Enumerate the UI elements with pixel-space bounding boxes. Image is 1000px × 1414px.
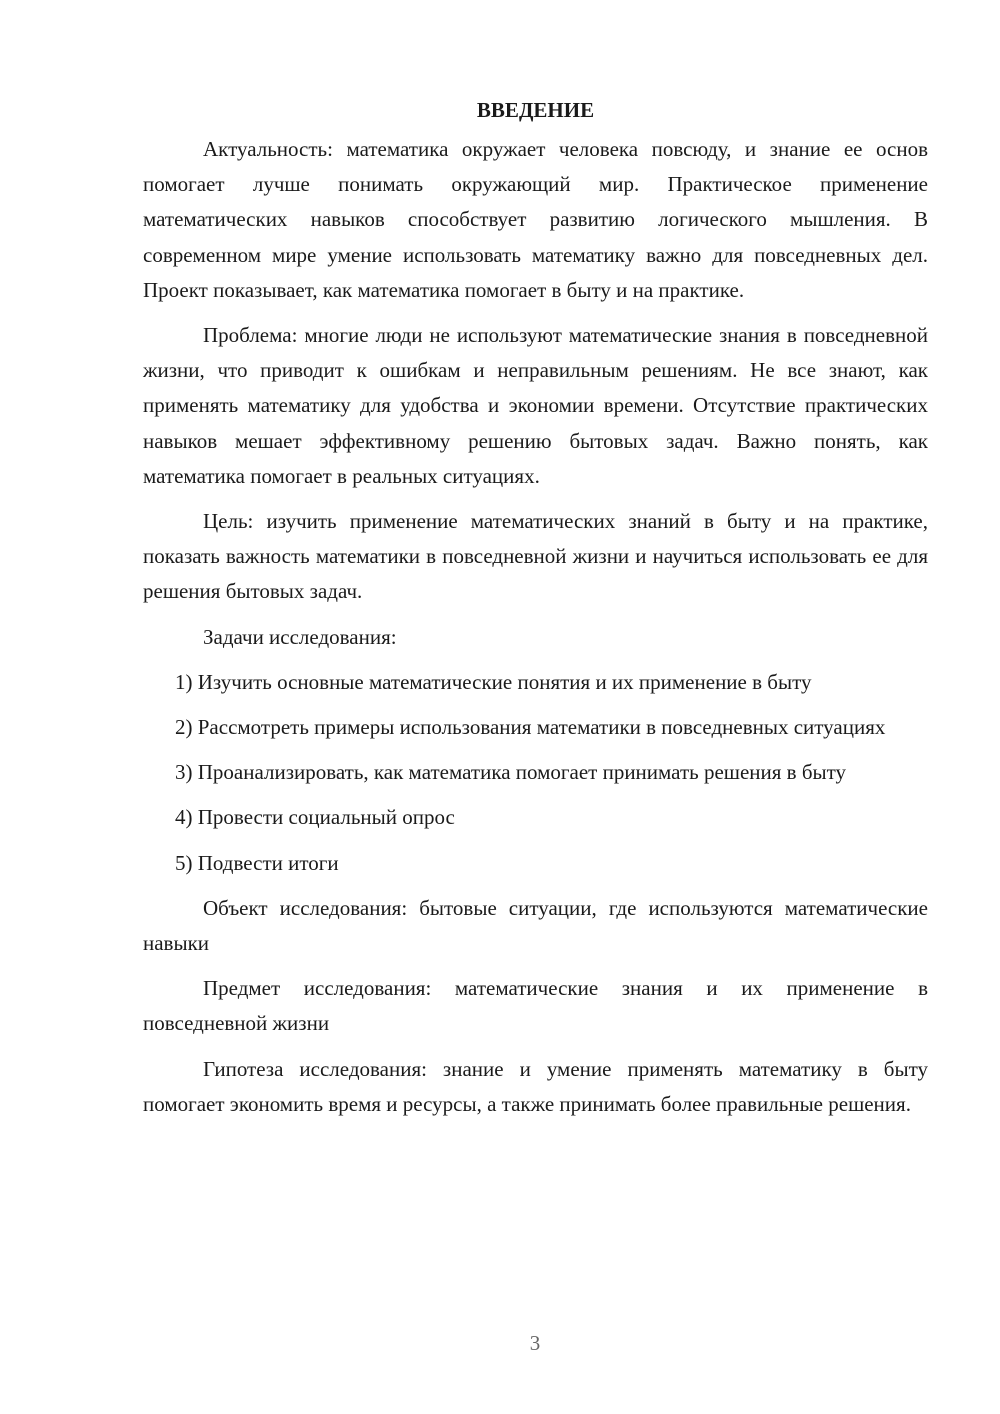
paragraph-object: Объект исследования: бытовые ситуации, где используются математические навыки [143,895,928,956]
paragraph-problem: Проблема: многие люди не используют математические знания в повседневной жизни, что приводит к ошибкам и неправильным решениям. Не все знают, как применять математику для удобства и экономии времени. Отсутствие практических навыков мешает эффективному решению бытовых задач. Важно понять, как математика помогает в реальных ситуациях. [143,323,928,488]
document-page [143,92,928,1132]
task-item-1: 1) Изучить основные математические понятия и их применение в быту [175,669,812,694]
section-title: ВВЕДЕНИЕ [476,98,595,122]
page-number: 3 [529,1331,541,1355]
paragraph-tasks-heading: Задачи исследования: [203,624,397,649]
task-item-5: 5) Подвести итоги [175,850,339,875]
paragraph-hypothesis: Гипотеза исследования: знание и умение применять математику в быту помогает экономить время и ресурсы, а также принимать более правильные решения. [143,1056,928,1116]
paragraph-relevance: Актуальность: математика окружает человека повсюду, и знание ее основ помогает лучше понимать окружающий мир. Практическое применение математических навыков способствует развитию логического мышления. В современном мире умение использовать математику важно для повседневных дел. Проект показывает, как математика помогает в быту и на практике. [143,137,928,302]
task-item-3: 3) Проанализировать, как математика помогает принимать решения в быту [175,760,847,785]
paragraph-goal: Цель: изучить применение математических знаний в быту и на практике, показать важность математики в повседневной жизни и научиться использовать ее для решения бытовых задач. [143,509,928,604]
task-item-4: 4) Провести социальный опрос [175,805,455,830]
paragraph-subject: Предмет исследования: математические знания и их применение в повседневной жизни [143,976,928,1036]
task-item-2: 2) Рассмотреть примеры использования математики в повседневных ситуациях [175,715,886,740]
